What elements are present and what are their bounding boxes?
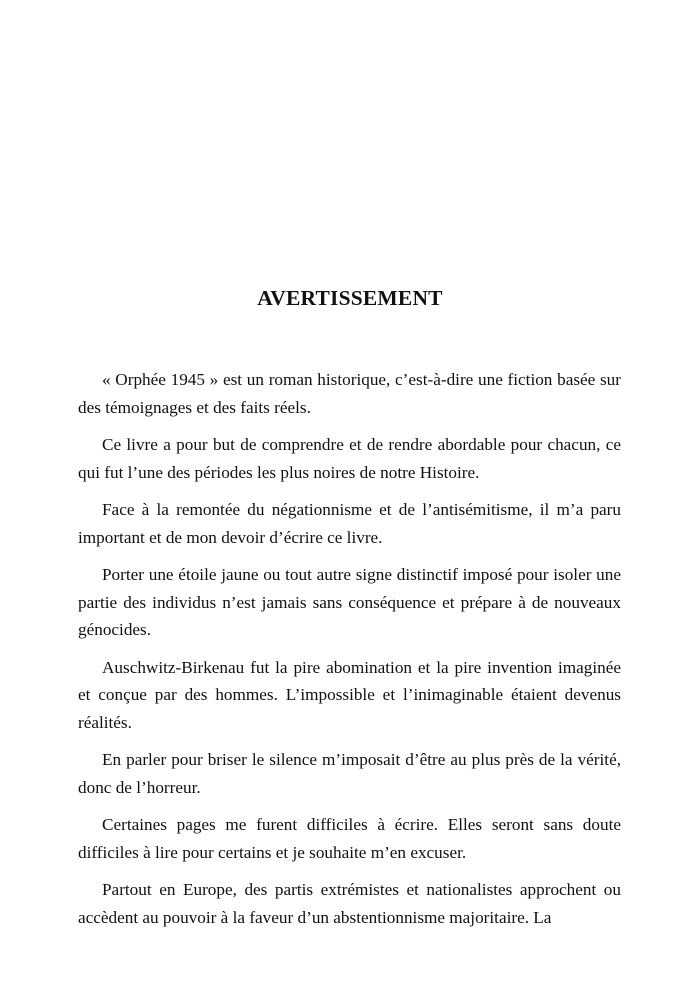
body-text [78, 366, 621, 941]
paragraph: Face à la remontée du négationnisme et de l’antisémitisme, il m’a paru important et de mon devoir d’écrire ce livre. [78, 500, 621, 547]
paragraph: « Orphée 1945 » est un roman historique, c’est-à-dire une fiction basée sur des témoignages et des faits réels. [78, 370, 621, 417]
paragraph: En parler pour briser le silence m’imposait d’être au plus près de la vérité, donc de l’horreur. [78, 750, 621, 797]
paragraph: Ce livre a pour but de comprendre et de rendre abordable pour chacun, ce qui fut l’une des périodes les plus noires de notre Histoire. [78, 435, 621, 482]
paragraph: Auschwitz-Birkenau fut la pire abomination et la pire invention imaginée et conçue par des hommes. L’impossible et l’inimaginable étaient devenus réalités. [78, 657, 621, 732]
paragraph: Partout en Europe, des partis extrémistes et nationalistes approchent ou accèdent au pouvoir à la faveur d’un abstentionnisme majoritaire. La [78, 880, 621, 927]
paragraph: Porter une étoile jaune ou tout autre signe distinctif imposé pour isoler une partie des individus n’est jamais sans conséquence et prépare à de nouveaux génocides. [78, 565, 621, 639]
paragraph: Certaines pages me furent difficiles à écrire. Elles seront sans doute difficiles à lire pour certains et je souhaite m’en excuser. [78, 815, 621, 862]
page-title: AVERTISSEMENT [257, 286, 443, 310]
